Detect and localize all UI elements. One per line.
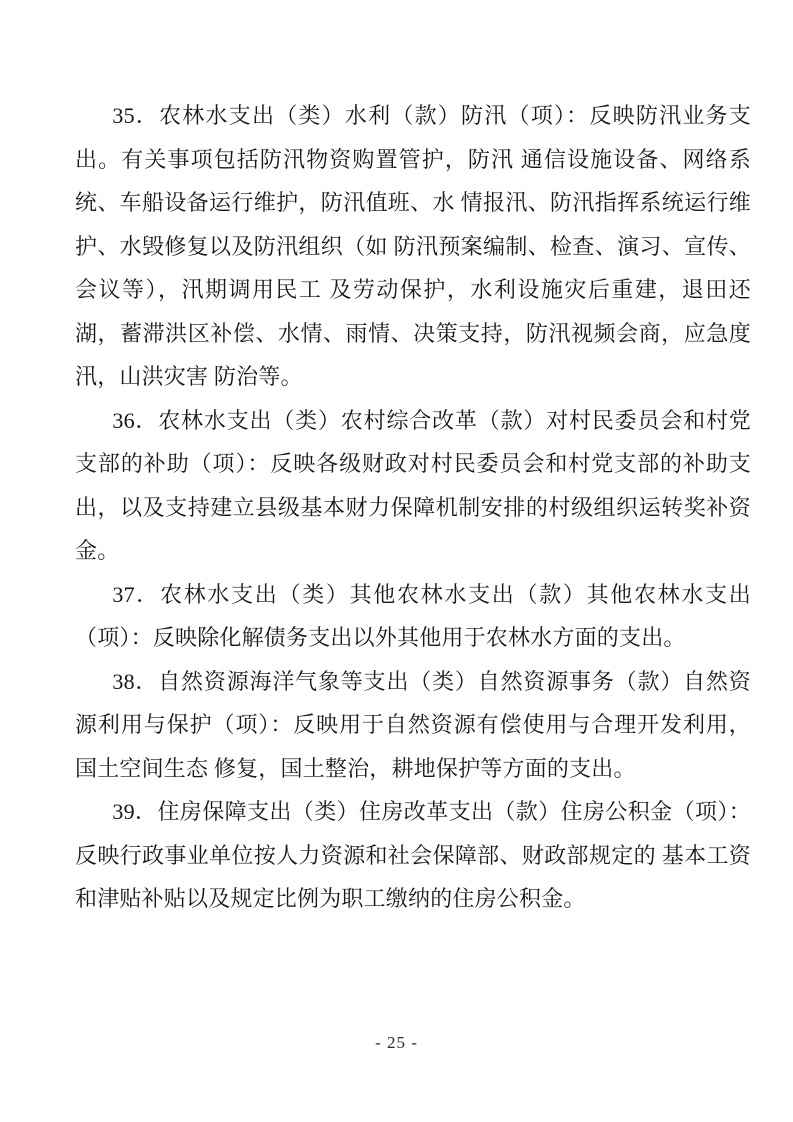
paragraph-item-35: 35．农林水支出（类）水利（款）防汛（项）：反映防汛业务支出。有关事项包括防汛物资购置管护，防汛 通信设施设备、网络系统、车船设备运行维护，防汛值班、水 情报汛、防汛指挥系统运行维护、水毁修复以及防汛组织（如 防汛预案编制、检查、演习、宣传、会议等），汛期调用民工 及劳动保护，水利设施灾后重建，退田还湖，蓄滞洪区补偿、水情、雨情、决策支持，防汛视频会商，应急度汛，山洪灾害 防治等。 (75, 103, 751, 389)
page-number: - 25 - (375, 1033, 418, 1052)
paragraph-item-36: 36．农林水支出（类）农村综合改革（款）对村民委员会和村党支部的补助（项）：反映各级财政对村民委员会和村党支部的补助支出，以及支持建立县级基本财力保障机制安排的村级组织运转奖补资金。 (75, 407, 751, 563)
paragraph-item-39: 39．住房保障支出（类）住房改革支出（款）住房公积金（项）：反映行政事业单位按人力资源和社会保障部、财政部规定的 基本工资和津贴补贴以及规定比例为职工缴纳的住房公积金。 (75, 799, 751, 911)
document-body (75, 94, 751, 921)
paragraph-item-37: 37．农林水支出（类）其他农林水支出（款）其他农林水支出（项）：反映除化解债务支出以外其他用于农林水方面的支出。 (75, 581, 751, 650)
page-footer (0, 1033, 793, 1053)
paragraph-item-38: 38．自然资源海洋气象等支出（类）自然资源事务（款）自然资源利用与保护（项）：反映用于自然资源有偿使用与合理开发利用，国土空间生态 修复，国土整治，耕地保护等方面的支出。 (75, 668, 751, 781)
